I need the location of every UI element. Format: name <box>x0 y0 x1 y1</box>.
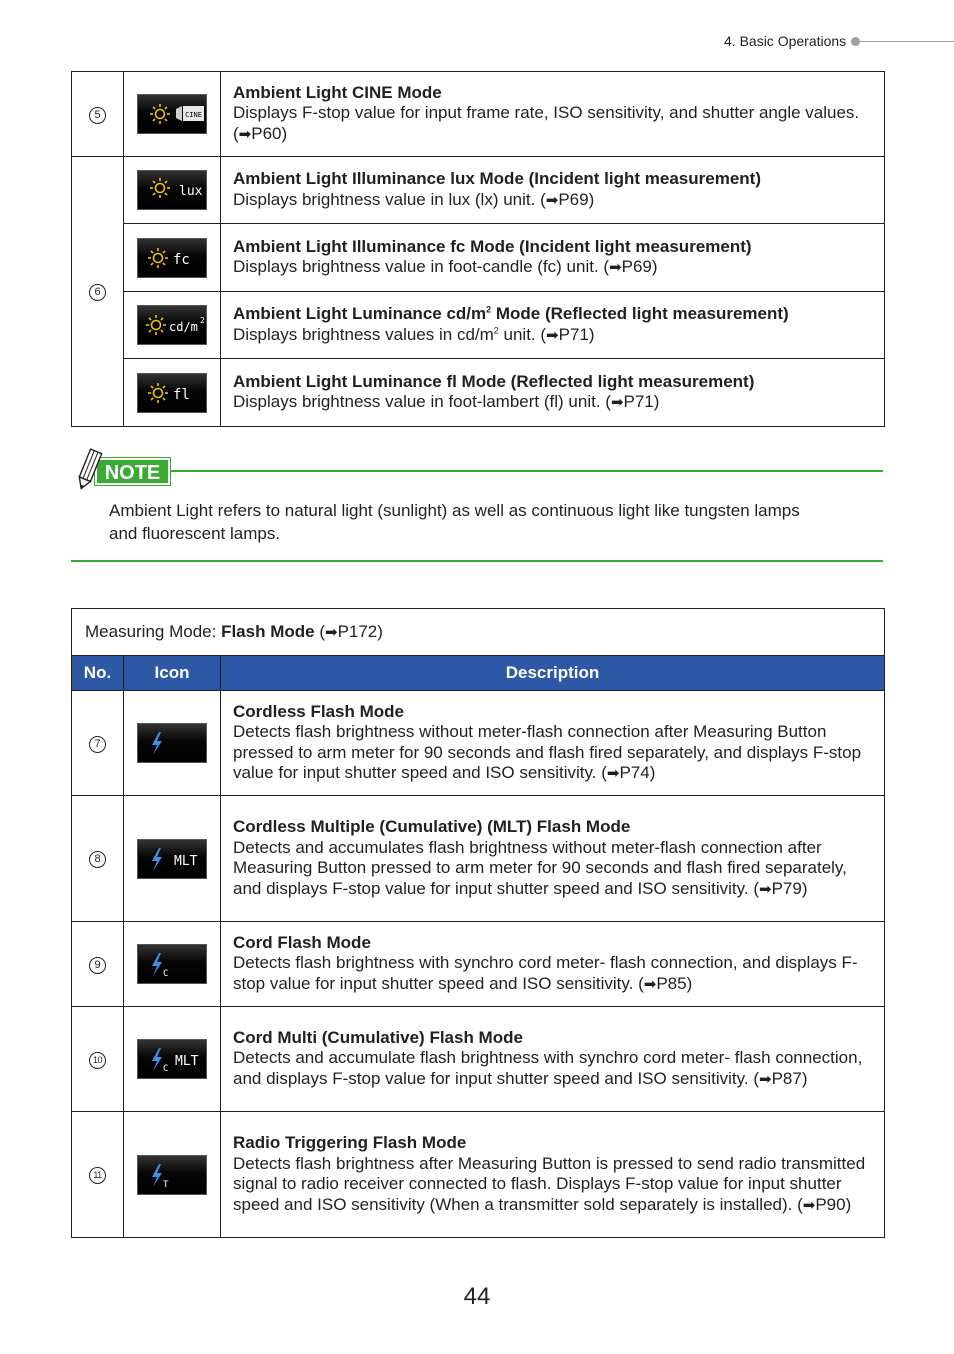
icon-label: cd/m <box>169 320 198 334</box>
mode-title: Ambient Light Luminance $cd/m^2$ Mode (Reflected light measurement) <box>233 304 789 323</box>
icon-label: MLT <box>175 1054 199 1069</box>
note-rule <box>166 470 883 472</box>
page-ref-arrow-icon: ➡ <box>324 624 338 641</box>
page-ref-arrow-icon: ➡ <box>802 1196 816 1214</box>
table-caption-row: Measuring Mode: Flash Mode (➡P172) <box>72 609 885 656</box>
mode-description: Detects flash brightness with synchro cord meter- flash connection, and displays F-stop value for input shutter speed and ISO sensitivity. ( <box>233 953 858 993</box>
table-row: 7 Cordless Flash Mode Detects flash brightness without meter-flash connection after Measuring Button pressed to arm meter for 90 seconds and flash fired separately, and displays F-stop value for input shutter speed and ISO sensitivity. (➡P74) <box>72 691 885 796</box>
note-badge: NOTE <box>95 458 170 485</box>
caption-mode: Flash Mode <box>221 622 315 641</box>
table-row: 9 C Cord Flash Mode Detects flash brightness with synchro cord meter- flash connection, and displays F-stop value for input shutter speed and ISO sensitivity. (➡P85) <box>72 922 885 1007</box>
page-ref-arrow-icon: ➡ <box>609 259 622 276</box>
row-number: 8 <box>89 851 106 868</box>
table-row: 5 CINE Ambient Light CINE Mode Displays F-stop value for input frame rate, ISO sensitivity, and shutter angle values. (➡P60) <box>72 72 885 157</box>
ambient-cdm2-icon <box>137 305 207 345</box>
cord-multi-flash-icon <box>137 1039 207 1079</box>
page-ref-arrow-icon: ➡ <box>546 326 559 344</box>
note-box <box>71 446 885 564</box>
page-ref-arrow-icon: ➡ <box>545 191 559 209</box>
page-ref[interactable]: P85 <box>656 973 687 993</box>
page-ref[interactable]: P69 <box>558 189 589 209</box>
mode-description: Displays brightness value in foot-candle (fc) unit. ( <box>233 257 610 276</box>
row-number: 7 <box>89 736 106 753</box>
page-ref-arrow-icon: ➡ <box>759 1070 772 1088</box>
page-ref[interactable]: P71 <box>623 392 654 411</box>
page-ref[interactable]: P60 <box>251 123 282 143</box>
icon-label: T <box>163 1179 169 1190</box>
column-header-description: Description <box>221 656 885 691</box>
ambient-mode-table <box>71 71 885 427</box>
icon-label: fl <box>173 386 190 403</box>
page-ref-arrow-icon: ➡ <box>759 880 772 898</box>
note-text: Ambient Light refers to natural light (sunlight) as well as continuous light like tungsten lamps and fluorescent lamps. <box>109 501 800 543</box>
table-row: fc Ambient Light Illuminance fc Mode (Incident light measurement) Displays brightness value in foot-candle (fc) unit. (➡P69) <box>72 224 885 292</box>
pencil-icon <box>71 446 107 492</box>
row-number: 11 <box>89 1167 106 1184</box>
row-number: 9 <box>89 957 106 974</box>
page-ref-arrow-icon: ➡ <box>643 975 657 993</box>
mode-title: Cord Flash Mode <box>233 932 371 952</box>
mode-title: Ambient Light Luminance fl Mode (Reflected light measurement) <box>233 371 755 391</box>
ambient-fc-icon <box>137 238 207 278</box>
icon-label: fc <box>173 251 190 268</box>
mode-title: Ambient Light Illuminance lux Mode (Incident light measurement) <box>233 169 761 188</box>
table-row: cd/m 2 Ambient Light Luminance $cd/m^2$ Mode (Reflected light measurement) Displays brightness values in $cd/m^2$ unit. (➡P71) <box>72 292 885 359</box>
header-rule <box>860 41 954 42</box>
page-ref[interactable]: P69 <box>621 257 652 276</box>
page-ref-arrow-icon: ➡ <box>606 765 620 782</box>
header-dot <box>851 37 860 46</box>
mode-title: Radio Triggering Flash Mode <box>233 1133 467 1152</box>
page-ref[interactable]: P90 <box>815 1194 846 1214</box>
ambient-fl-icon <box>137 373 207 413</box>
mode-description: Displays brightness value in lux (lx) unit. ( <box>233 189 546 209</box>
table-row: 6 lux Ambient Light Illuminance lux Mode (Incident light measurement) Displays brightness value in lux (lx) unit. (➡P69) <box>72 157 885 224</box>
page-ref[interactable]: P172 <box>337 622 378 641</box>
page-number: 44 <box>463 1283 491 1310</box>
icon-label-sup: 2 <box>200 316 205 325</box>
row-number: 6 <box>89 284 106 301</box>
mode-title: Cord Multi (Cumulative) Flash Mode <box>233 1027 523 1047</box>
table-header-row <box>72 656 885 691</box>
flash-mode-table <box>71 608 885 1238</box>
page-ref[interactable]: P71 <box>558 324 589 344</box>
mode-description: Detects flash brightness without meter-flash connection after Measuring Button pressed to arm meter for 90 seconds and flash fired separately, and displays F-stop value for input shutter speed and ISO sensitivity. ( <box>233 722 862 782</box>
column-header-no: No. <box>72 656 124 691</box>
icon-label: C <box>163 1064 169 1074</box>
mode-description: Displays F-stop value for input frame rate, ISO sensitivity, and shutter angle values. ( <box>233 103 860 143</box>
cordless-mlt-flash-icon <box>137 839 207 879</box>
cordless-flash-icon <box>137 723 207 763</box>
column-header-icon: Icon <box>124 656 221 691</box>
section-title: 4. Basic Operations <box>724 33 847 49</box>
page-ref[interactable]: P74 <box>619 763 650 782</box>
mode-description: Detects and accumulates flash brightness without meter-flash connection after Measuring Button pressed to arm meter for 90 seconds and flash fired separately, and displays F-stop value for input shutter speed and ISO sensitivity. ( <box>233 837 847 898</box>
table-row: 8 MLT Cordless Multiple (Cumulative) (MLT) Flash Mode Detects and accumulates flash brightness without meter-flash connection after Measuring Button pressed to arm meter for 90 seconds and flash fired separately, and displays F-stop value for input shutter speed and ISO sensitivity. (➡P79) <box>72 796 885 922</box>
mode-description: Detects flash brightness after Measuring Button is pressed to send radio transmitted signal to radio receiver connected to flash. Displays F-stop value for input shutter speed and ISO sensitivity (When a transmitter sold separately is installed). ( <box>233 1153 866 1214</box>
mode-title: Ambient Light CINE Mode <box>233 82 442 102</box>
row-number: 5 <box>89 107 106 124</box>
page-ref-arrow-icon: ➡ <box>610 394 624 411</box>
icon-label: lux <box>179 184 203 199</box>
page-ref[interactable]: P87 <box>771 1068 802 1088</box>
mode-description: Displays brightness values in $cd/m^2$ unit. ( <box>233 324 547 344</box>
note-bottom-rule <box>71 560 883 562</box>
icon-label: MLT <box>174 853 198 869</box>
table-row: fl Ambient Light Luminance fl Mode (Reflected light measurement) Displays brightness value in foot-lambert (fl) unit. (➡P71) <box>72 359 885 427</box>
icon-label: C <box>163 969 169 979</box>
table-row: 10 C MLT Cord Multi (Cumulative) Flash Mode Detects and accumulate flash brightness with synchro cord meter- flash connection, and displays F-stop value for input shutter speed and ISO sensitivity. (➡P87) <box>72 1007 885 1112</box>
mode-description: Displays brightness value in foot-lambert (fl) unit. ( <box>233 392 611 411</box>
mode-title: Ambient Light Illuminance fc Mode (Incident light measurement) <box>233 236 752 256</box>
mode-title: Cordless Multiple (Cumulative) (MLT) Flash Mode <box>233 817 631 836</box>
page-ref[interactable]: P79 <box>771 878 802 898</box>
row-number: 10 <box>89 1052 106 1069</box>
radio-flash-icon <box>137 1155 207 1195</box>
table-row: 11 T Radio Triggering Flash Mode Detects flash brightness after Measuring Button is pressed to send radio transmitted signal to radio receiver connected to flash. Displays F-stop value for input shutter speed and ISO sensitivity (When a transmitter sold separately is installed). (➡P90) <box>72 1112 885 1238</box>
page-ref-arrow-icon: ➡ <box>238 125 252 143</box>
icon-label: CINE <box>185 111 202 119</box>
mode-title: Cordless Flash Mode <box>233 701 404 721</box>
running-header <box>724 31 954 51</box>
ambient-lux-icon <box>137 170 207 210</box>
ambient-cine-icon <box>137 94 207 134</box>
mode-description: Detects and accumulate flash brightness with synchro cord meter- flash connection, and displays F-stop value for input shutter speed and ISO sensitivity. ( <box>233 1048 863 1088</box>
cord-flash-icon <box>137 944 207 984</box>
caption-prefix: Measuring Mode: <box>85 622 222 641</box>
